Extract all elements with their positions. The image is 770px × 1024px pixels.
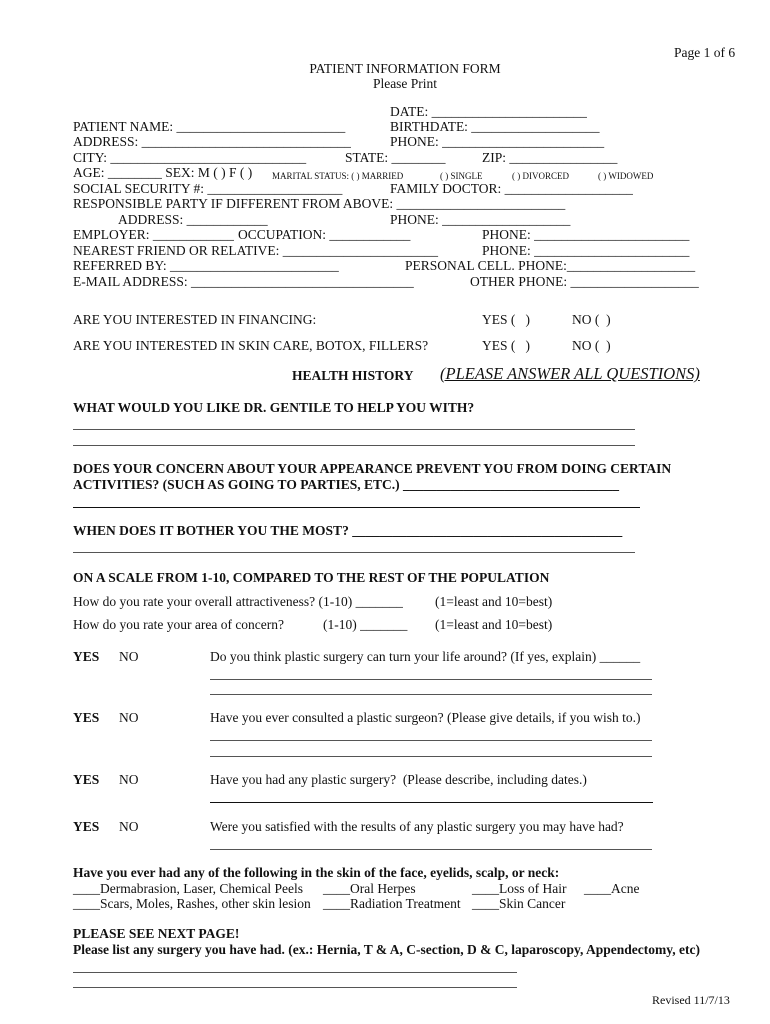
family-doctor-field[interactable]: FAMILY DOCTOR: ___________________ xyxy=(390,181,633,196)
concern-question-line1: DOES YOUR CONCERN ABOUT YOUR APPEARANCE PREVENT YOU FROM DOING CERTAIN xyxy=(73,461,672,476)
answer-line[interactable] xyxy=(73,987,517,988)
other-phone-field[interactable]: OTHER PHONE: ___________________ xyxy=(470,274,699,289)
skin-cancer-option[interactable]: ____Skin Cancer xyxy=(472,896,566,911)
financing-question: ARE YOU INTERESTED IN FINANCING: xyxy=(73,312,317,327)
age-sex-field[interactable]: AGE: ________ SEX: M ( ) F ( ) xyxy=(73,165,253,180)
financing-yes[interactable]: YES ( ) xyxy=(482,312,530,327)
yes-option[interactable]: YES xyxy=(73,772,100,787)
skin-care-question: ARE YOU INTERESTED IN SKIN CARE, BOTOX, FILLERS? xyxy=(73,338,429,353)
marital-married-option[interactable]: MARITAL STATUS: ( ) MARRIED xyxy=(272,171,404,181)
answer-line[interactable] xyxy=(210,849,652,850)
no-option[interactable]: NO xyxy=(119,649,139,664)
area-of-concern-question: How do you rate your area of concern? xyxy=(73,617,285,632)
loss-of-hair-option[interactable]: ____Loss of Hair xyxy=(472,881,567,896)
health-history-heading: HEALTH HISTORY xyxy=(292,368,414,383)
marital-widowed-option[interactable]: ( ) WIDOWED xyxy=(598,171,654,181)
answer-line[interactable] xyxy=(73,552,635,553)
city-field[interactable]: CITY: _____________________________ xyxy=(73,150,307,165)
surgery-list-question: Please list any surgery you have had. (ex.: Hernia, T & A, C-section, D & C, laparoscopy, Appendectomy, etc) xyxy=(73,942,700,957)
employer-phone-field[interactable]: PHONE: _______________________ xyxy=(482,227,690,242)
phone-field[interactable]: PHONE: ________________________ xyxy=(390,134,605,149)
nearest-friend-field[interactable]: NEAREST FRIEND OR RELATIVE: _______________________ xyxy=(73,243,439,258)
scale-heading: ON A SCALE FROM 1-10, COMPARED TO THE REST OF THE POPULATION xyxy=(73,570,550,585)
answer-line[interactable] xyxy=(210,694,652,695)
revised-date: Revised 11/7/13 xyxy=(652,993,730,1007)
marital-divorced-option[interactable]: ( ) DIVORCED xyxy=(512,171,569,181)
area-of-concern-range[interactable]: (1-10) _______ xyxy=(323,617,408,632)
zip-field[interactable]: ZIP: ________________ xyxy=(482,150,618,165)
answer-line[interactable] xyxy=(210,679,652,680)
concern-question-line2[interactable]: ACTIVITIES? (SUCH AS GOING TO PARTIES, ETC.) ________________________________ xyxy=(73,477,619,492)
answer-line[interactable] xyxy=(73,445,635,446)
scale-legend: (1=least and 10=best) xyxy=(435,594,553,609)
dermabrasion-option[interactable]: ____Dermabrasion, Laser, Chemical Peels xyxy=(73,881,304,896)
email-field[interactable]: E-MAIL ADDRESS: _________________________________ xyxy=(73,274,414,289)
marital-single-option[interactable]: ( ) SINGLE xyxy=(440,171,483,181)
yes-option[interactable]: YES xyxy=(73,649,100,664)
yes-option[interactable]: YES xyxy=(73,819,100,834)
employer-field[interactable]: EMPLOYER: ____________ xyxy=(73,227,234,242)
scale-legend: (1=least and 10=best) xyxy=(435,617,553,632)
financing-no[interactable]: NO ( ) xyxy=(572,312,611,327)
personal-cell-field[interactable]: PERSONAL CELL. PHONE:___________________ xyxy=(405,258,696,273)
scars-option[interactable]: ____Scars, Moles, Rashes, other skin lesion xyxy=(73,896,311,911)
help-question: WHAT WOULD YOU LIKE DR. GENTILE TO HELP YOU WITH? xyxy=(73,400,475,415)
page-number: Page 1 of 6 xyxy=(674,45,736,60)
no-option[interactable]: NO xyxy=(119,819,139,834)
life-around-question: Do you think plastic surgery can turn your life around? (If yes, explain) ______ xyxy=(210,649,641,664)
no-option[interactable]: NO xyxy=(119,710,139,725)
responsible-party-field[interactable]: RESPONSIBLE PARTY IF DIFFERENT FROM ABOVE: _________________________ xyxy=(73,196,566,211)
oral-herpes-option[interactable]: ____Oral Herpes xyxy=(323,881,416,896)
consulted-surgeon-question: Have you ever consulted a plastic surgeon? (Please give details, if you wish to.) xyxy=(210,710,641,725)
answer-line[interactable] xyxy=(73,507,640,508)
next-page-note: PLEASE SEE NEXT PAGE! xyxy=(73,926,240,941)
acne-option[interactable]: ____Acne xyxy=(584,881,640,896)
attractiveness-question[interactable]: How do you rate your overall attractiveness? (1-10) _______ xyxy=(73,594,403,609)
satisfied-question: Were you satisfied with the results of any plastic surgery you may have had? xyxy=(210,819,624,834)
had-surgery-question: Have you had any plastic surgery? (Please describe, including dates.) xyxy=(210,772,587,787)
patient-name-field[interactable]: PATIENT NAME: _________________________ xyxy=(73,119,346,134)
skin-care-yes[interactable]: YES ( ) xyxy=(482,338,530,353)
birthdate-field[interactable]: BIRTHDATE: ___________________ xyxy=(390,119,600,134)
answer-line[interactable] xyxy=(210,802,653,803)
ssn-field[interactable]: SOCIAL SECURITY #: ____________________ xyxy=(73,181,343,196)
answer-line[interactable] xyxy=(210,756,652,757)
rp-address-field[interactable]: ADDRESS: ____________ xyxy=(118,212,268,227)
no-option[interactable]: NO xyxy=(119,772,139,787)
referred-by-field[interactable]: REFERRED BY: _________________________ xyxy=(73,258,339,273)
skin-heading: Have you ever had any of the following in the skin of the face, eyelids, scalp, or neck: xyxy=(73,865,560,880)
bother-question[interactable]: WHEN DOES IT BOTHER YOU THE MOST? ________________________________________ xyxy=(73,523,623,538)
occupation-field[interactable]: OCCUPATION: ____________ xyxy=(238,227,411,242)
form-subtitle: Please Print xyxy=(372,76,438,91)
address-field[interactable]: ADDRESS: _______________________________ xyxy=(73,134,351,149)
skin-care-no[interactable]: NO ( ) xyxy=(572,338,611,353)
friend-phone-field[interactable]: PHONE: _______________________ xyxy=(482,243,690,258)
health-history-note: (PLEASE ANSWER ALL QUESTIONS) xyxy=(440,364,700,383)
yes-option[interactable]: YES xyxy=(73,710,100,725)
rp-phone-field[interactable]: PHONE: ___________________ xyxy=(390,212,571,227)
radiation-option[interactable]: ____Radiation Treatment xyxy=(323,896,461,911)
answer-line[interactable] xyxy=(73,972,517,973)
date-field[interactable]: DATE: _______________________ xyxy=(390,104,587,119)
answer-line[interactable] xyxy=(210,740,652,741)
answer-line[interactable] xyxy=(73,429,635,430)
form-title: PATIENT INFORMATION FORM xyxy=(309,61,501,76)
state-field[interactable]: STATE: ________ xyxy=(345,150,446,165)
